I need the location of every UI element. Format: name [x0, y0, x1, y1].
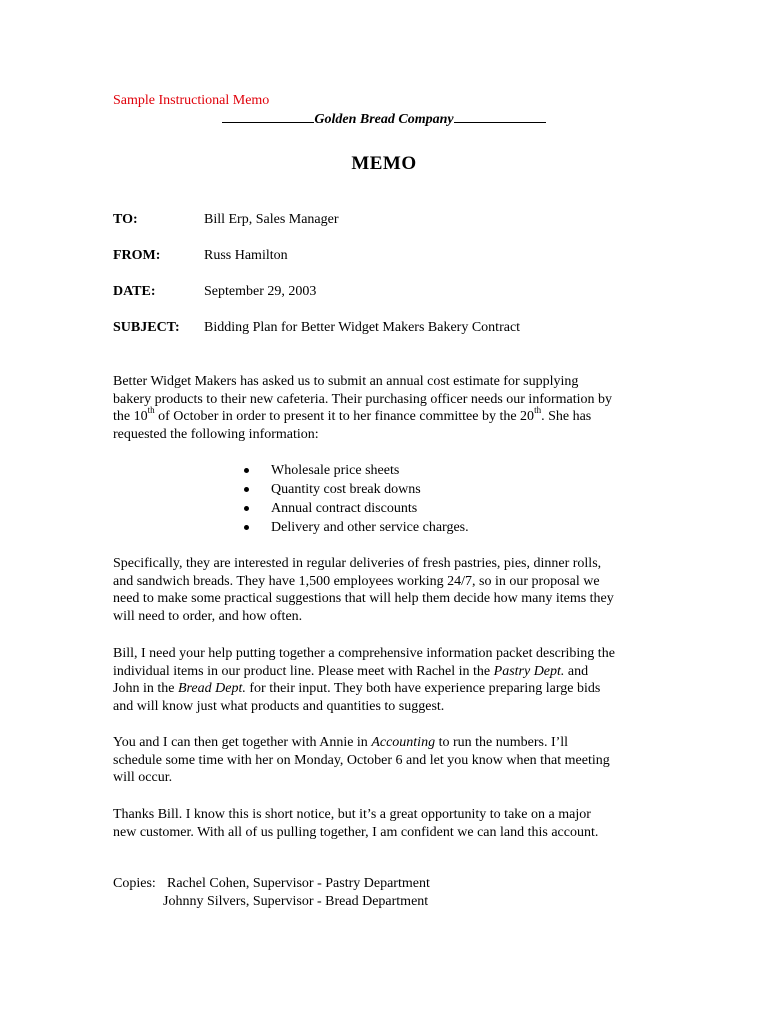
paragraph-meeting: [113, 734, 658, 787]
superscript: th: [534, 405, 542, 416]
paragraph-line: will occur.: [113, 770, 173, 785]
company-name: Golden Bread Company: [314, 112, 454, 127]
text-run: You and I can then get together with Annie in: [113, 735, 372, 750]
paragraph-line: [113, 405, 658, 426]
list-item: [240, 480, 469, 499]
subject-value: Bidding Plan for Better Widget Makers Bakery Contract: [204, 320, 521, 335]
bullet-dot-icon: [244, 487, 249, 492]
paragraph-line: [113, 663, 658, 681]
list-item: [240, 461, 469, 480]
paragraph-request: [113, 645, 658, 715]
list-item: [240, 518, 469, 537]
paragraph-line: and will know just what products and quantities to suggest.: [113, 698, 445, 714]
paragraph-line: schedule some time with her on Monday, October 6 and let you know when that meeting: [113, 752, 610, 768]
text-run: individual items in our product line. Please meet with Rachel in the: [113, 663, 494, 679]
text-run: of October in order to present it to her finance committee by the 20: [154, 409, 535, 424]
list-item-text: Annual contract discounts: [271, 501, 418, 516]
list-item-text: Quantity cost break downs: [271, 482, 421, 497]
paragraph-line: Specifically, they are interested in regular deliveries of fresh pastries, pies, dinner rolls,: [113, 556, 602, 571]
paragraph-line: new customer. With all of us pulling together, I am confident we can land this account.: [113, 824, 599, 840]
to-label: TO:: [113, 212, 138, 227]
paragraph-line: need to make some practical suggestions that will help them decide how many items they: [113, 591, 614, 606]
text-run: . She has: [541, 409, 592, 424]
date-label: DATE:: [113, 284, 156, 299]
copies-recipient: Johnny Silvers, Supervisor - Bread Department: [163, 894, 429, 909]
left-underline-rule: [222, 121, 314, 123]
paragraph-specifics: [113, 555, 658, 625]
from-label: FROM:: [113, 248, 161, 263]
requested-info-list: [240, 461, 469, 537]
text-run: for their input. They both have experience preparing large bids: [245, 681, 601, 696]
superscript: th: [147, 405, 155, 416]
memo-title: MEMO: [351, 153, 417, 174]
paragraph-line: requested the following information:: [113, 426, 319, 442]
paragraph-line: [113, 734, 658, 752]
paragraph-line: bakery products to their new cafeteria. Their purchasing officer needs our information by: [113, 391, 613, 407]
paragraph-line: will need to order, and how often.: [113, 608, 303, 624]
text-run: John in the: [113, 681, 178, 696]
copies-label: Copies:: [113, 876, 156, 891]
department-name: Bread Dept.: [177, 681, 246, 696]
bullet-dot-icon: [244, 525, 249, 530]
paragraph-line: Bill, I need your help putting together a comprehensive information packet describing the: [113, 646, 615, 661]
paragraph-line: and sandwich breads. They have 1,500 employees working 24/7, so in our proposal we: [113, 573, 600, 589]
subject-label: SUBJECT:: [113, 320, 180, 335]
paragraph-line: [113, 680, 658, 698]
company-heading: [0, 112, 768, 128]
paragraph-line: Better Widget Makers has asked us to submit an annual cost estimate for supplying: [113, 374, 579, 389]
department-name: Pastry Dept.: [493, 663, 565, 679]
bullet-dot-icon: [244, 506, 249, 511]
text-run: the 10: [113, 409, 148, 424]
list-item-text: Wholesale price sheets: [271, 463, 400, 478]
paragraph-intro: [113, 373, 658, 443]
from-value: Russ Hamilton: [204, 248, 288, 263]
department-name: Accounting: [371, 735, 436, 750]
bullet-dot-icon: [244, 468, 249, 473]
sample-label: Sample Instructional Memo: [113, 93, 270, 108]
list-item: [240, 499, 469, 518]
copies-recipient: Rachel Cohen, Supervisor - Pastry Department: [167, 876, 430, 891]
list-item-text: Delivery and other service charges.: [271, 520, 469, 535]
text-run: to run the numbers. I’ll: [435, 735, 569, 750]
to-value: Bill Erp, Sales Manager: [204, 212, 339, 227]
text-run: and: [564, 663, 589, 679]
paragraph-line: Thanks Bill. I know this is short notice, but it’s a great opportunity to take on a major: [113, 807, 591, 822]
right-underline-rule: [454, 121, 546, 123]
date-value: September 29, 2003: [204, 284, 317, 299]
paragraph-closing: [113, 806, 658, 841]
